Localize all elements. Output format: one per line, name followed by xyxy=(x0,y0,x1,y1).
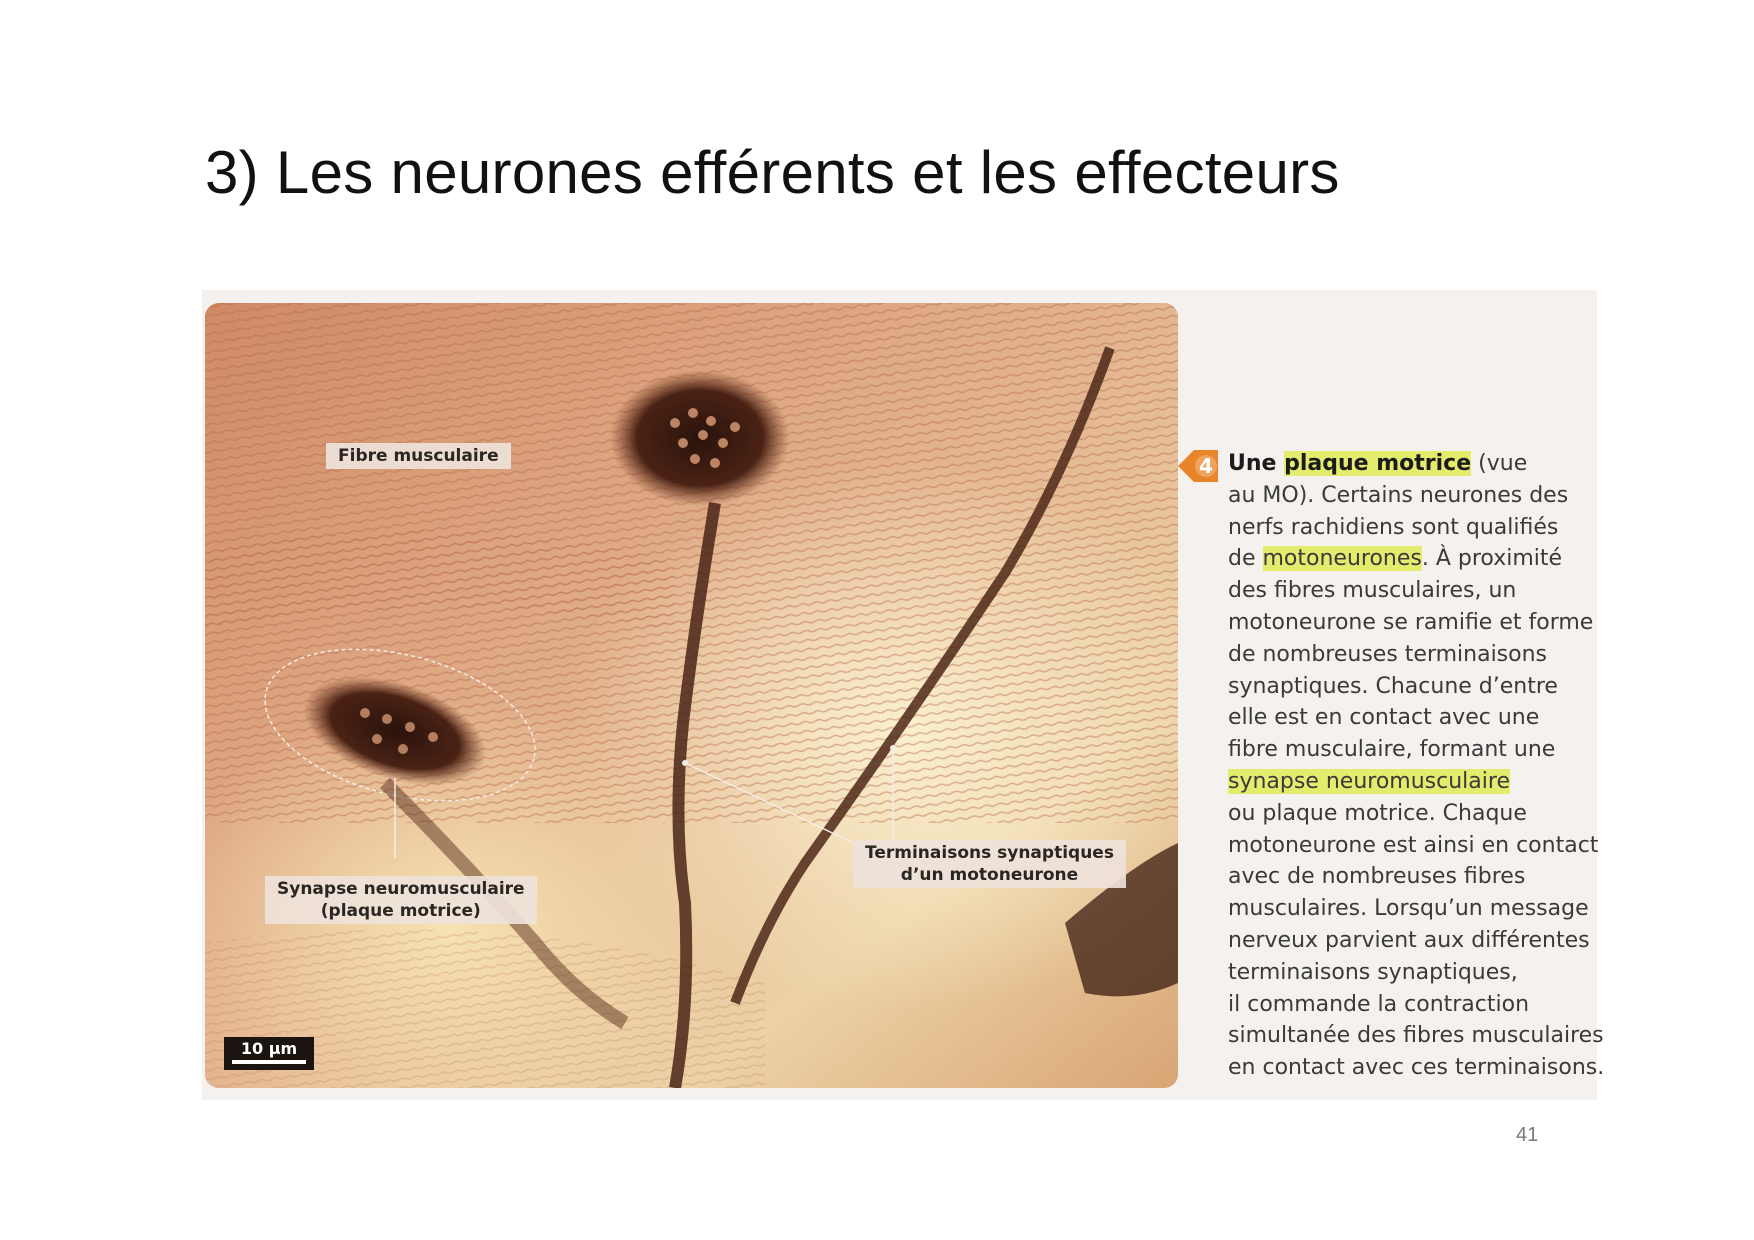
slide-title: 3) Les neurones efférents et les effecteurs xyxy=(205,139,1340,206)
label-fibre-musculaire xyxy=(326,443,511,469)
caption-line: motoneurone est ainsi en contact xyxy=(1228,832,1599,858)
caption-line: en contact avec ces terminaisons. xyxy=(1228,1055,1605,1081)
micrograph xyxy=(205,303,1178,1088)
caption-line: musculaires. Lorsqu’un message xyxy=(1228,896,1589,922)
caption-line: il commande la contraction xyxy=(1228,991,1530,1017)
caption-line: simultanée des fibres musculaires xyxy=(1228,1023,1604,1049)
label-terminaisons-line2: d’un motoneurone xyxy=(900,865,1079,885)
page-number: 41 xyxy=(1516,1124,1539,1146)
label-fibre-text: Fibre musculaire xyxy=(338,446,499,466)
caption-line: des fibres musculaires, un xyxy=(1228,578,1517,604)
caption-line: fibre musculaire, formant une xyxy=(1228,737,1556,763)
caption-line: avec de nombreuses fibres xyxy=(1228,864,1526,890)
label-synapse xyxy=(265,876,537,924)
label-terminaisons-line1: Terminaisons synaptiques xyxy=(865,843,1114,863)
caption-lead: Une xyxy=(1228,451,1285,476)
caption xyxy=(1228,448,1608,1084)
caption-line: terminaisons synaptiques, xyxy=(1228,959,1518,985)
caption-line: de nombreuses terminaisons xyxy=(1228,641,1548,667)
caption-line: nerveux parvient aux différentes xyxy=(1228,927,1590,953)
figure-number-badge xyxy=(1176,444,1220,488)
scale-label: 10 µm xyxy=(240,1039,298,1058)
highlight-plaque-motrice: plaque motrice xyxy=(1284,451,1472,476)
caption-line: motoneurone se ramifie et forme xyxy=(1228,609,1594,635)
caption-line: elle est en contact avec une xyxy=(1228,705,1540,731)
caption-l4-rest: . À proximité xyxy=(1421,546,1563,572)
caption-line: nerfs rachidiens sont qualifiés xyxy=(1228,514,1559,540)
caption-line: synaptiques. Chacune d’entre xyxy=(1228,673,1558,699)
caption-line: ou plaque motrice. Chaque xyxy=(1228,800,1527,826)
caption-line: au MO). Certains neurones des xyxy=(1228,482,1569,508)
caption-l4-pre: de xyxy=(1228,546,1263,572)
caption-l1-rest: (vue xyxy=(1471,451,1528,476)
scale-bar xyxy=(224,1037,314,1070)
label-synapse-line2: (plaque motrice) xyxy=(320,901,481,921)
label-synapse-line1: Synapse neuromusculaire xyxy=(277,879,525,899)
highlight-motoneurones: motoneurones xyxy=(1262,546,1422,572)
highlight-synapse-neuromusculaire: synapse neuromusculaire xyxy=(1228,768,1510,794)
badge-number: 4 xyxy=(1199,454,1213,478)
label-terminaisons xyxy=(853,840,1126,888)
